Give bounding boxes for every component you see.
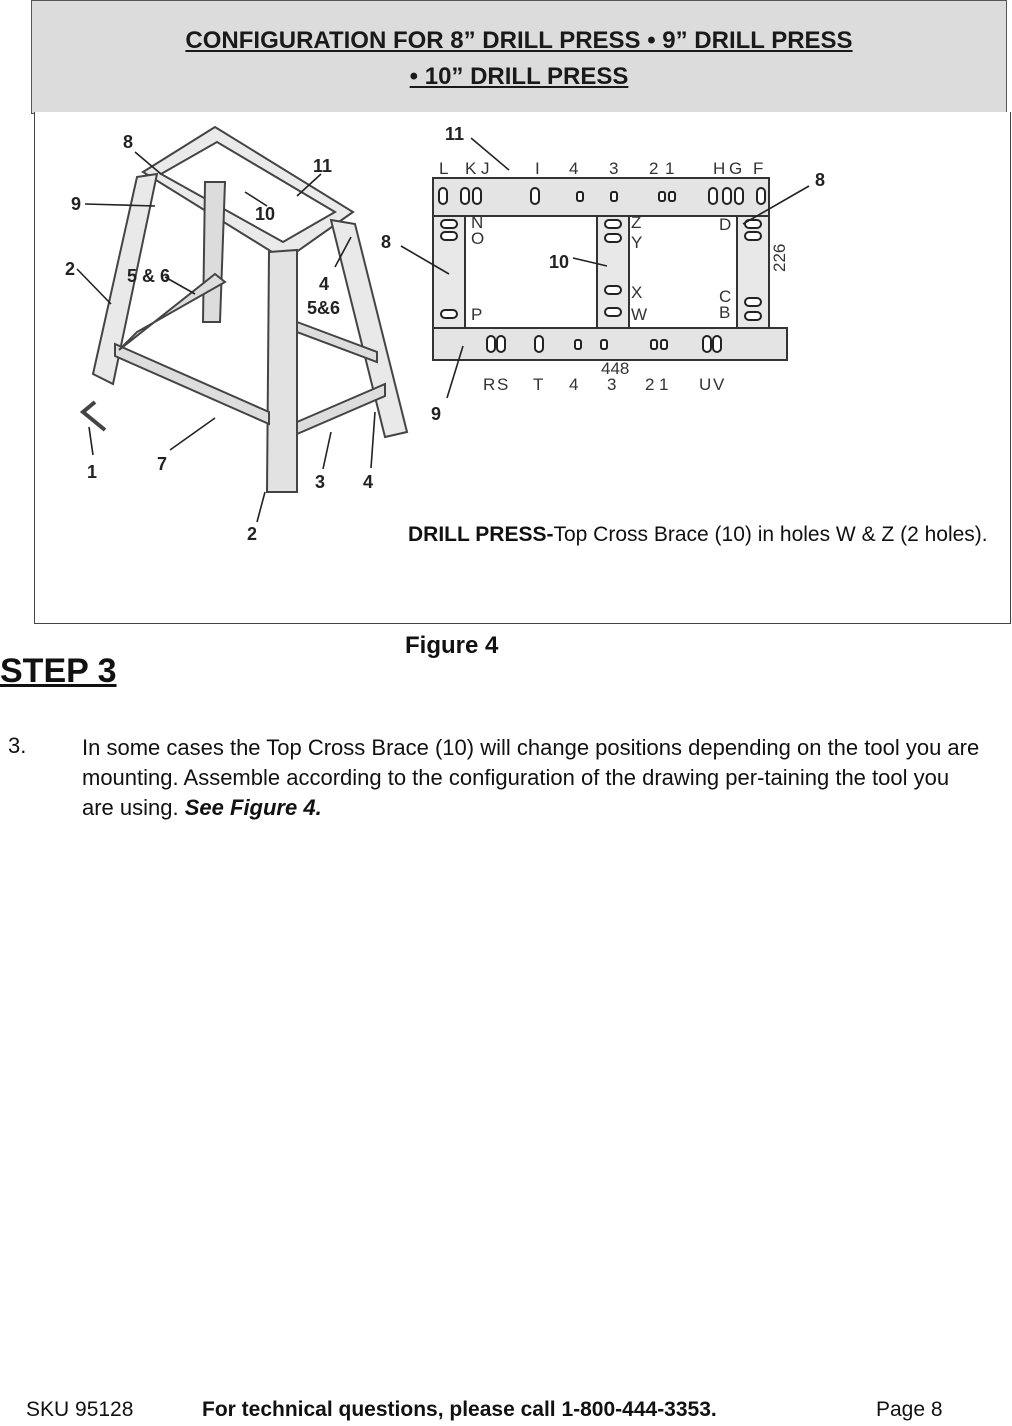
grid-letter: X	[631, 283, 643, 302]
grid-callout: 8	[381, 232, 392, 252]
footer-tech-support: For technical questions, please call 1-800-444-3353.	[202, 1398, 717, 1421]
grid-letter: S	[497, 375, 509, 394]
caption-text: Top Cross Brace (10) in holes W & Z (2 holes).	[553, 523, 988, 546]
grid-letter: J	[481, 159, 490, 178]
grid-callout: 10	[549, 252, 570, 272]
grid-callout: 8	[815, 170, 826, 190]
header-title-line-1: CONFIGURATION FOR 8” DRILL PRESS • 9” DRILL PRESS	[185, 27, 853, 54]
grid-letter: B	[719, 303, 731, 322]
grid-letter: G	[729, 159, 743, 178]
stand-callout: 2	[247, 524, 258, 544]
figure-label: Figure 4	[405, 632, 499, 659]
grid-letter: 4	[569, 159, 579, 178]
stand-callout: 5 & 6	[127, 266, 171, 286]
stand-callout: 8	[123, 132, 134, 152]
step-figure-reference: See Figure 4.	[184, 795, 322, 820]
configuration-header	[31, 0, 1007, 114]
stand-callout: 3	[315, 472, 326, 492]
grid-top-letters	[439, 159, 763, 178]
step-number: 3.	[8, 733, 27, 758]
grid-letter: 4	[569, 375, 579, 394]
grid-letter: 2	[649, 159, 659, 178]
grid-callout: 11	[445, 124, 465, 144]
grid-letter: 1	[665, 159, 675, 178]
grid-letter: Y	[631, 233, 643, 252]
stand-callout: 9	[71, 194, 82, 214]
stand-callout: 1	[87, 462, 98, 482]
grid-letter: V	[713, 375, 725, 394]
grid-letter: T	[533, 375, 544, 394]
stand-callout: 5&6	[307, 298, 341, 318]
grid-letter: N	[471, 213, 484, 232]
stand-callout: 11	[313, 156, 333, 176]
grid-letter: D	[719, 215, 732, 234]
step-instruction	[82, 733, 982, 823]
grid-letter: O	[471, 229, 485, 248]
stand-callout: 10	[255, 204, 276, 224]
grid-letter: 2	[645, 375, 655, 394]
grid-letter: C	[719, 287, 732, 306]
grid-letter: W	[631, 305, 648, 324]
stand-drawing	[83, 127, 407, 492]
footer-page-number: Page 8	[876, 1398, 943, 1421]
grid-callout: 9	[431, 404, 442, 424]
dimension-vertical: 226	[770, 243, 789, 272]
grid-letter: 3	[607, 375, 617, 394]
grid-letter: K	[465, 159, 477, 178]
stand-callout: 4	[363, 472, 374, 492]
grid-letter: I	[535, 159, 540, 178]
grid-letter: P	[471, 305, 483, 324]
grid-letter: R	[483, 375, 496, 394]
grid-letter: Z	[631, 213, 642, 232]
grid-letter: U	[699, 375, 712, 394]
grid-letter: 1	[659, 375, 669, 394]
stand-callout: 7	[157, 454, 168, 474]
grid-letter: F	[753, 159, 764, 178]
header-title-line-2: • 10” DRILL PRESS	[409, 63, 629, 90]
figure-caption	[408, 520, 998, 550]
caption-bold: DRILL PRESS-	[408, 523, 554, 546]
grid-letter: H	[713, 159, 726, 178]
stand-callout: 2	[65, 259, 76, 279]
footer-sku: SKU 95128	[26, 1398, 134, 1421]
stand-callout: 4	[319, 274, 330, 294]
grid-drawing	[433, 178, 787, 360]
step-instruction-text: In some cases the Top Cross Brace (10) will change positions depending on the tool you are mounting. Assemble according to the configuration of the drawing per-taining the tool you are using.	[82, 735, 980, 820]
step-title: STEP 3	[0, 652, 117, 690]
grid-letter: L	[439, 159, 449, 178]
dimension-horizontal: 448	[601, 359, 630, 378]
grid-letter: 3	[609, 159, 619, 178]
